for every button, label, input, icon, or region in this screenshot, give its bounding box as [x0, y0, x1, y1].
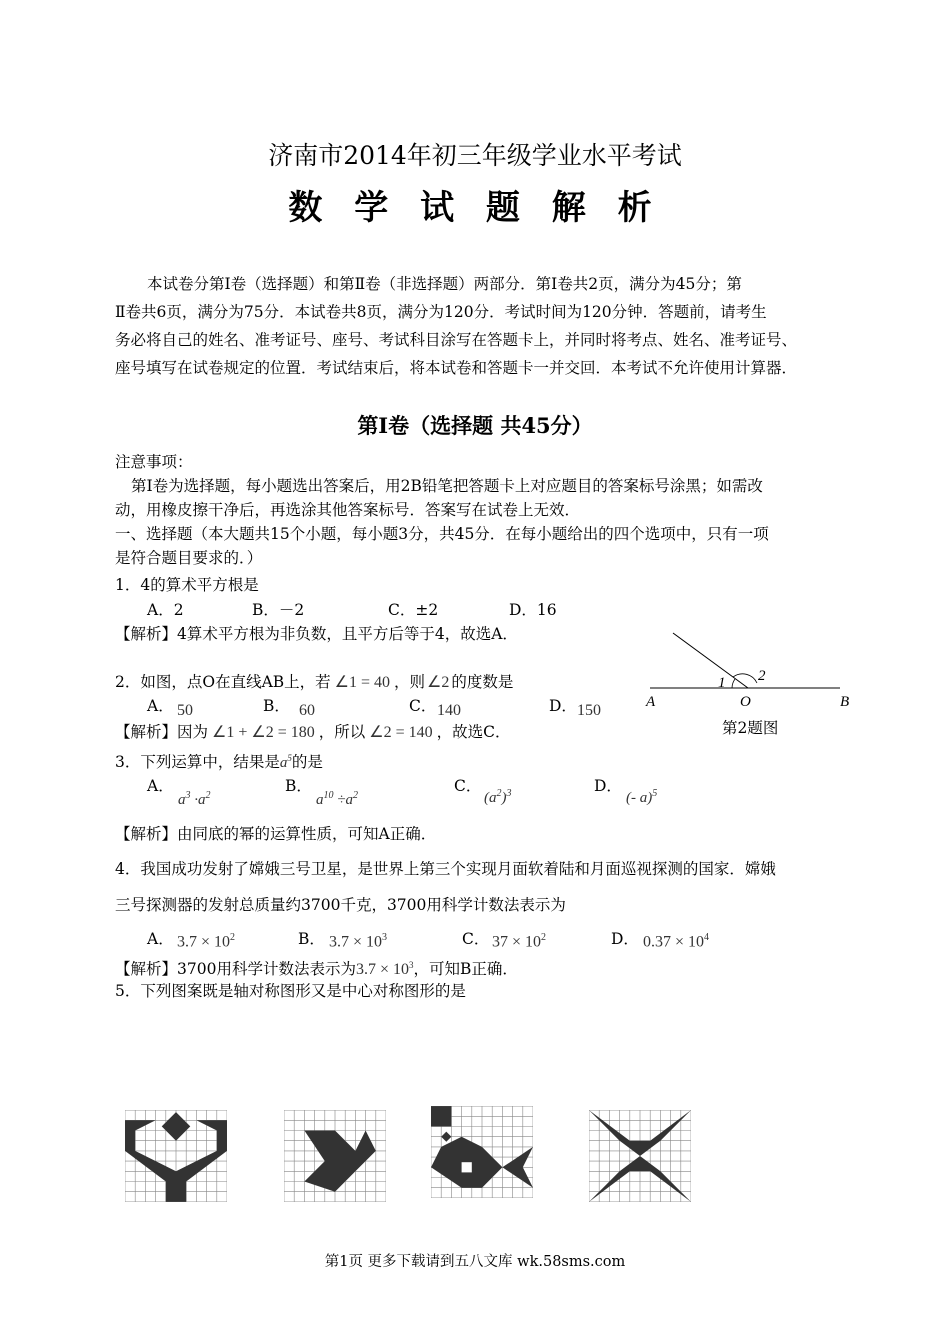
option-a-expression: [177, 932, 235, 951]
analysis: [115, 955, 518, 980]
point-a-label: A: [646, 694, 656, 710]
angle-2-label: 2: [758, 668, 766, 684]
question-4-stem: 三号探测器的发射总质量约3700千克，3700用科学计数法表示为: [115, 896, 566, 914]
question-3-stem: [115, 748, 323, 773]
intro-line: Ⅱ卷共6页，满分为75分．本试卷共8页，满分为120分．考试时间为120分钟．答题前，请考生: [115, 303, 767, 321]
analysis-text: 【解析】因为: [115, 723, 209, 741]
expr-exponent: 2: [230, 932, 236, 943]
stem-text: 的是: [291, 753, 323, 772]
option-d-figure: [589, 1110, 691, 1202]
option-a-label: A．: [147, 777, 174, 795]
option-c: C．±2: [388, 601, 439, 619]
question-2-stem: [115, 672, 513, 693]
option-d-label: D．: [611, 930, 639, 948]
math-expression: ∠1 + ∠2 = 180: [212, 724, 315, 741]
expr-base: 37 × 10: [492, 933, 542, 951]
page-title: 数 学 试 题 解 析: [288, 188, 662, 228]
expr-base: 3.7 × 10: [177, 933, 231, 951]
expr-base: 0.37 × 10: [643, 933, 705, 951]
option-d-value: 150: [577, 702, 601, 719]
analysis: 【解析】4算术平方根为非负数，且平方后等于4，故选A．: [115, 625, 518, 643]
math-expression: 3.7 × 10: [355, 961, 409, 979]
option-c-label: C．: [409, 697, 437, 715]
option-d-label: D．: [594, 777, 622, 795]
analysis-text: ，故选C．: [436, 723, 511, 741]
part-instructions: 一、选择题（本大题共15个小题，每小题3分，共45分．在每小题给出的四个选项中，只有一项: [115, 525, 769, 543]
option-b-label: B．: [263, 697, 290, 715]
stem-text: ，则: [394, 673, 426, 691]
option-b: B．－2: [252, 601, 305, 619]
math-expression: ∠2: [427, 674, 450, 691]
part-instructions: 是符合题目要求的．）: [115, 549, 263, 567]
intro-line: 本试卷分第Ⅰ卷（选择题）和第Ⅱ卷（非选择题）两部分．第Ⅰ卷共2页，满分为45分；第: [147, 275, 742, 293]
option-a-figure: [125, 1110, 227, 1202]
figure-caption: 第2题图: [722, 719, 779, 737]
analysis-text: ，可知B正确．: [413, 960, 518, 979]
math-expression: a: [279, 755, 288, 772]
question-1-stem: 1．4的算术平方根是: [115, 576, 259, 594]
math-expression: ∠2 = 140: [369, 724, 433, 741]
option-b-figure: [284, 1110, 386, 1202]
section-heading: 第Ⅰ卷（选择题 共45分）: [357, 413, 593, 438]
option-b-label: B．: [298, 930, 325, 948]
expr-exponent: 4: [704, 932, 710, 943]
option-c-label: C．: [462, 930, 490, 948]
exam-title: 济南市2014年初三年级学业水平考试: [268, 141, 682, 170]
notice-text: 第Ⅰ卷为选择题，每小题选出答案后，用2B铅笔把答题卡上对应题目的答案标号涂黑；如需改: [131, 477, 763, 495]
expr-base: 3.7 × 10: [329, 933, 383, 951]
option-a-value: 50: [177, 702, 193, 719]
angle-figure: [640, 625, 860, 715]
option-c-value: 140: [437, 702, 461, 719]
analysis: 【解析】由同底的幂的运算性质，可知A正确．: [115, 825, 437, 843]
notice-text: 动，用橡皮擦干净后，再选涂其他答案标号．答案写在试卷上无效．: [115, 501, 581, 519]
analysis: [115, 722, 511, 743]
option-b-value: 60: [299, 702, 315, 719]
option-a: A．2: [147, 601, 184, 619]
stem-text: 2．如图，点O在直线AB上，若: [115, 673, 331, 691]
page-footer: 第1页 更多下载请到五八文库 wk.58sms.com: [324, 1254, 626, 1270]
option-d-expression: (- a)$^5$: [626, 788, 658, 806]
intro-line: 务必将自己的姓名、准考证号、座号、考试科目涂写在答题卡上，并同时将考点、姓名、准考证号、: [115, 331, 798, 349]
option-c-label: C．: [454, 777, 482, 795]
math-expression: ∠1 = 40: [334, 674, 391, 691]
point-b-label: B: [840, 694, 850, 710]
option-b-label: B．: [285, 777, 312, 795]
stem-text: 3．下列运算中，结果是: [115, 753, 280, 772]
option-c-expression: $(a^2)^3$: [484, 788, 512, 806]
angle-1-label: 1: [718, 675, 726, 691]
option-c-figure: [431, 1106, 533, 1198]
pattern-eye: [462, 1162, 472, 1172]
option-b-expression: [329, 932, 387, 951]
option-a-label: A．: [147, 930, 174, 948]
angle-1-arc: [732, 679, 735, 688]
option-a-label: A．: [147, 697, 174, 715]
question-5-stem: 5．下列图案既是轴对称图形又是中心对称图形的是: [115, 982, 466, 1000]
angle-2-arc: [733, 674, 757, 683]
option-d-expression: [643, 932, 709, 951]
option-d: D．16: [509, 601, 557, 619]
math-exponent: 3: [408, 960, 414, 970]
point-o-label: O: [740, 694, 751, 710]
notice-label: 注意事项：: [115, 453, 193, 471]
math-exponent: 5: [287, 753, 292, 763]
stem-text: 的度数是: [451, 673, 514, 691]
analysis-text: ，所以: [318, 723, 366, 741]
option-d-label: D．: [549, 697, 577, 715]
intro-line: 座号填写在试卷规定的位置．考试结束后，将本试卷和答题卡一并交回．本考试不允许使用计算器．: [115, 359, 798, 377]
expr-exponent: 2: [541, 932, 547, 943]
question-4-stem: 4．我国成功发射了嫦娥三号卫星，是世界上第三个实现月面软着陆和月面巡视探测的国家．嫦娥: [115, 860, 776, 878]
option-b-expression: $a^{10} \div a^2$: [316, 790, 358, 808]
expr-exponent: 3: [382, 932, 388, 943]
ray-oc: [673, 633, 748, 688]
option-a-expression: $a^3 \cdot a^2$: [178, 790, 211, 808]
analysis-text: 【解析】3700用科学计数法表示为: [115, 960, 356, 979]
option-c-expression: [492, 932, 546, 951]
